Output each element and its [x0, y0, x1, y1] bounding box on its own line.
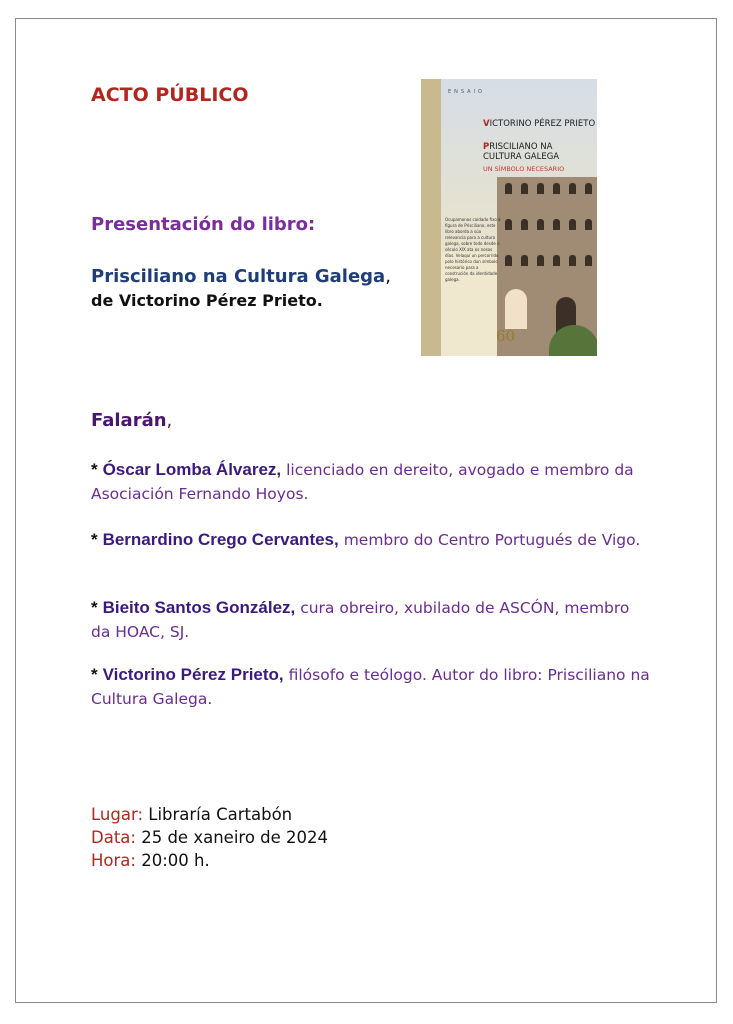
book-author-line: de Victorino Pérez Prieto.: [91, 291, 323, 310]
event-time: [91, 849, 210, 872]
cover-author-initial: V: [483, 119, 490, 129]
bullet-star: *: [91, 460, 98, 479]
speaker-name: Victorino Pérez Prieto,: [102, 665, 284, 684]
bullet-star: *: [91, 598, 98, 617]
speaker-item: [91, 663, 651, 711]
cover-title: [483, 142, 593, 162]
speakers-intro: [91, 410, 172, 431]
speakers-intro-comma: ,: [166, 410, 173, 431]
speaker-name: Bieito Santos González,: [102, 598, 296, 617]
speaker-name: Bernardino Crego Cervantes,: [102, 530, 339, 549]
time-value: 20:00 h.: [141, 851, 210, 870]
speaker-description: filósofo e teólogo. Autor do libro: Prisciliano na Cultura Galega.: [91, 666, 650, 708]
event-date: [91, 826, 328, 849]
bullet-star: *: [91, 530, 98, 549]
time-label: Hora:: [91, 851, 136, 870]
book-title: Prisciliano na Cultura Galega: [91, 266, 386, 287]
page-heading: ACTO PÚBLICO: [91, 84, 249, 106]
speakers-intro-word: Falarán: [91, 410, 167, 431]
speaker-description: licenciado en dereito, avogado e membro da Asociación Fernando Hoyos.: [91, 461, 634, 503]
cover-arch: [505, 289, 527, 329]
place-value: Libraría Cartabón: [148, 805, 293, 824]
book-title-comma: ,: [385, 266, 391, 287]
book-title-line: [91, 266, 391, 287]
speaker-name: Óscar Lomba Álvarez,: [102, 460, 282, 479]
date-value: 25 de xaneiro de 2024: [141, 828, 329, 847]
cover-subtitle: UN SÍMBOLO NECESARIO: [483, 165, 565, 173]
place-label: Lugar:: [91, 805, 143, 824]
speaker-description: cura obreiro, xubilado de ASCÓN, membro da HOAC, SJ.: [91, 599, 630, 641]
cover-title-rest: RISCILIANO NA CULTURA GALEGA: [483, 142, 560, 162]
date-label: Data:: [91, 828, 136, 847]
cover-title-initial: P: [483, 142, 490, 152]
book-cover-image: [421, 79, 597, 356]
cover-author-rest: ICTORINO PÉREZ PRIETO: [489, 119, 596, 129]
event-place: [91, 803, 292, 826]
speaker-item: [91, 458, 651, 506]
bullet-star: *: [91, 665, 98, 684]
cover-series: ENSAIO: [448, 89, 485, 95]
presentation-label: Presentación do libro:: [91, 214, 316, 235]
speaker-item: [91, 596, 651, 644]
cover-blurb: Ocupamonos coidado fixo á figura de Prisciliano, este libro aborda a súa relevancia para a cultura galega, sobre todo desde o século XIX ata os nosos días. Velaquí un percorrido polo histórico dun símbolo necesario para a construción da identidade galega.: [445, 217, 501, 282]
cover-anniversary-badge: 60: [496, 327, 516, 345]
cover-author: [483, 119, 595, 129]
speaker-description: membro do Centro Portugués de Vigo.: [343, 531, 641, 549]
speaker-item: [91, 528, 651, 552]
cover-spine-stripe: [421, 79, 441, 356]
